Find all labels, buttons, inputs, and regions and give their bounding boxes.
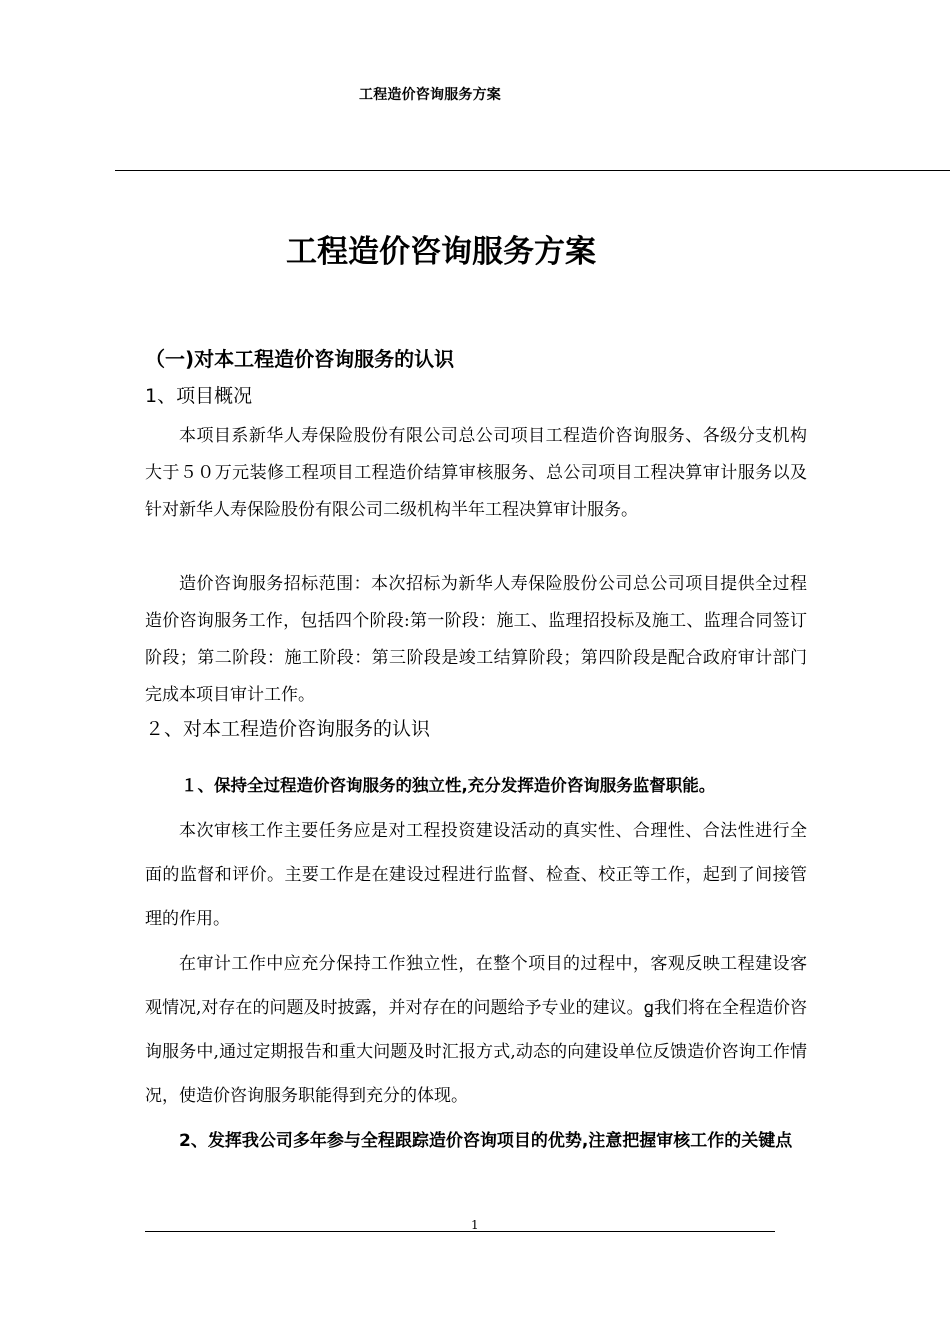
paragraph-independence: 在审计工作中应充分保持工作独立性，在整个项目的过程中，客观反映工程建设客观情况,对存在的问题及时披露，并对存在的问题给予专业的建议。ꬶ我们将在全程造价咨询服务中,通过定期报告和重大问题及时汇报方式,动态的向建设单位反馈造价咨询工作情况，使造价咨询服务职能得到充分的体现。 [145, 954, 807, 1106]
section-heading: （一)对本工程造价咨询服务的认识 [145, 347, 455, 371]
footer-rule [145, 1231, 775, 1232]
document-title: 工程造价咨询服务方案 [286, 234, 596, 270]
page-number: 1 [471, 1218, 479, 1232]
point-heading-experience: 2、发挥我公司多年参与全程跟踪造价咨询项目的优势,注意把握审核工作的关键点 [179, 1131, 793, 1151]
subsection-heading-project-overview: 1、项目概况 [145, 385, 253, 407]
paragraph-bid-scope: 造价咨询服务招标范围：本次招标为新华人寿保险股份公司总公司项目提供全过程造价咨询服务工作，包括四个阶段:第一阶段：施工、监理招投标及施工、监理合同签订阶段；第二阶段：施工阶段：第三阶段是竣工结算阶段；第四阶段是配合政府审计部门完成本项目审计工作。 [145, 574, 807, 705]
subsection-heading-understanding: ２、对本工程造价咨询服务的认识 [145, 718, 431, 740]
header-rule [115, 170, 950, 171]
paragraph-project-overview: 本项目系新华人寿保险股份有限公司总公司项目工程造价咨询服务、各级分支机构大于５０万元装修工程项目工程造价结算审核服务、总公司项目工程决算审计服务以及针对新华人寿保险股份有限公司二级机构半年工程决算审计服务。 [145, 426, 807, 520]
running-header-title: 工程造价咨询服务方案 [359, 87, 501, 103]
point-heading-independence: １、保持全过程造价咨询服务的独立性,充分发挥造价咨询服务监督职能。 [181, 776, 716, 795]
paragraph-audit-tasks: 本次审核工作主要任务应是对工程投资建设活动的真实性、合理性、合法性进行全面的监督和评价。主要工作是在建设过程进行监督、检查、校正等工作，起到了间接管理的作用。 [145, 821, 807, 929]
